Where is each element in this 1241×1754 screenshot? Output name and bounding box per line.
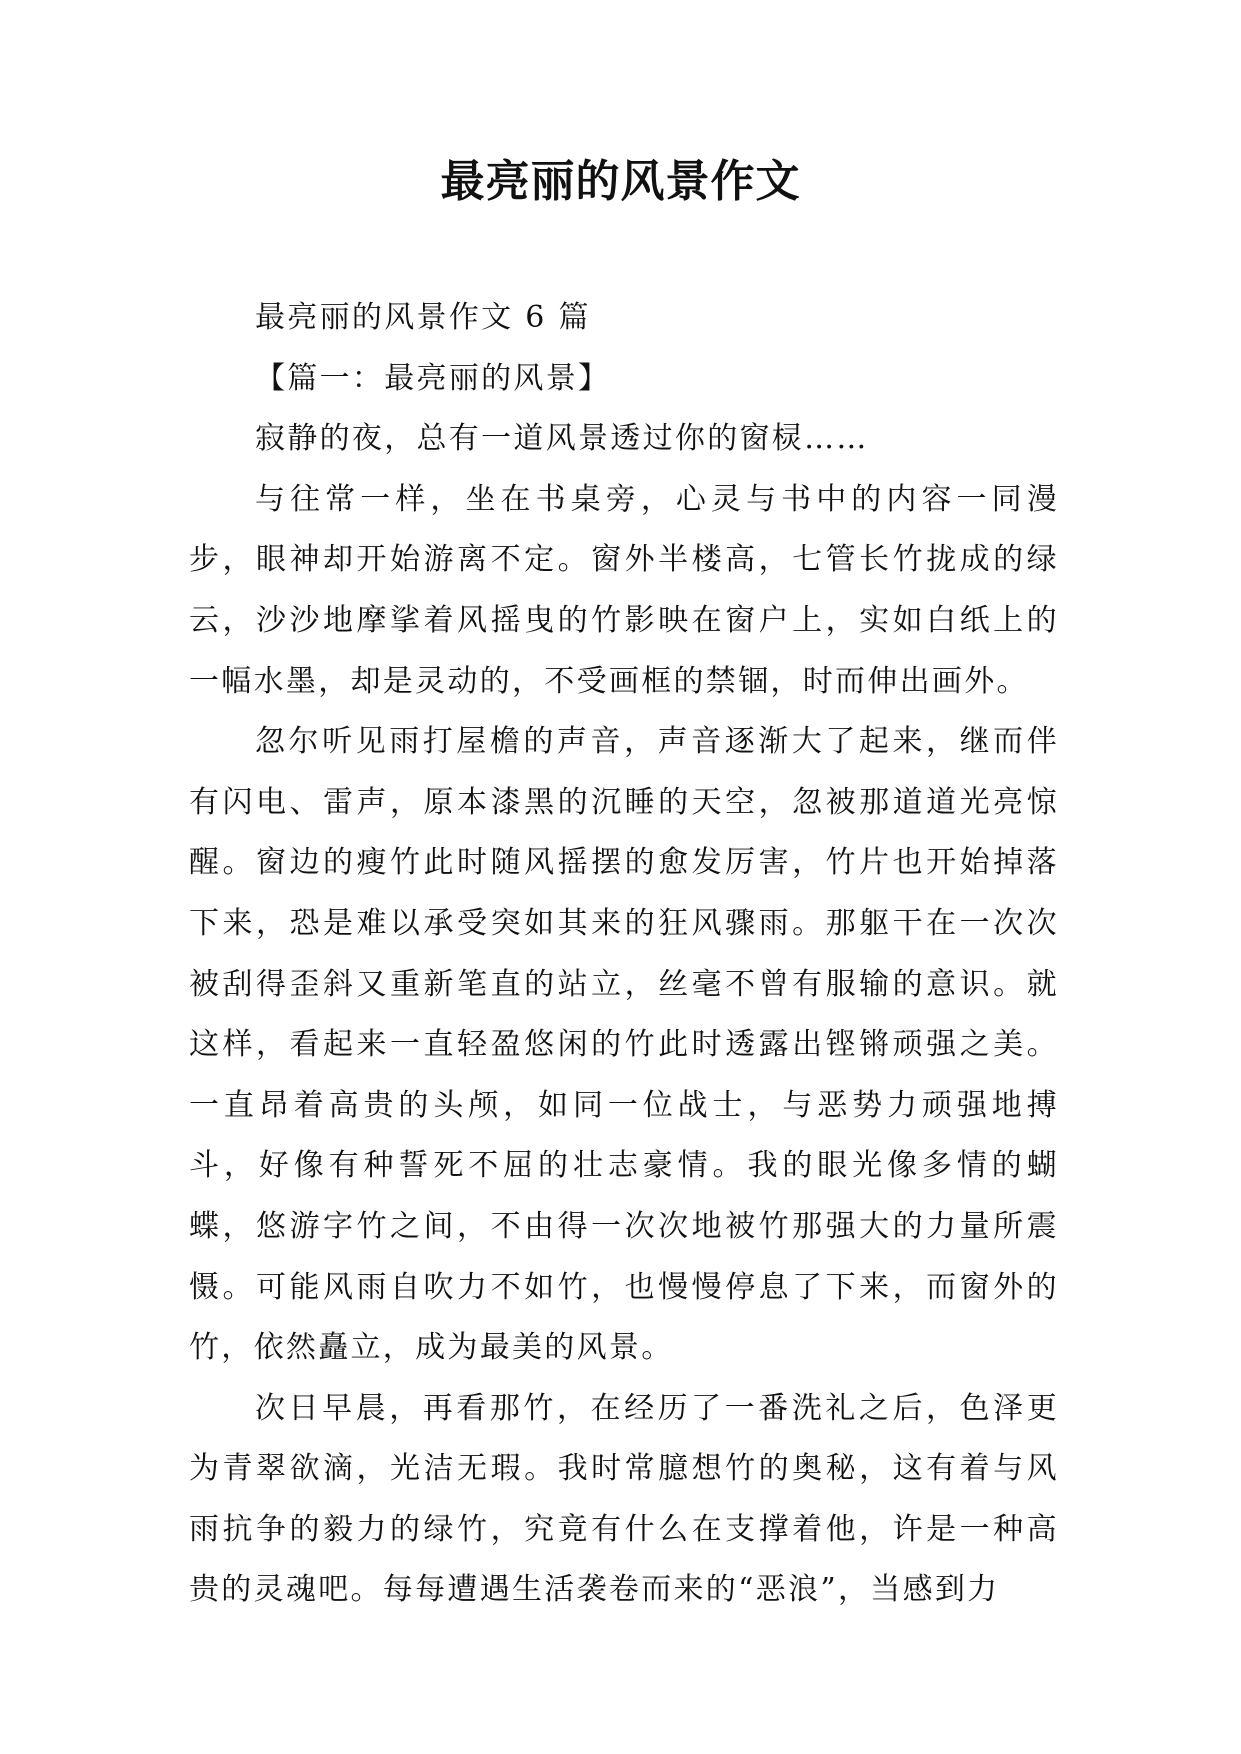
document-title: 最亮丽的风景作文 (440, 156, 801, 207)
subtitle-paragraph: 最亮丽的风景作文 6 篇 (255, 300, 591, 335)
body-paragraph: 次日早晨，再看那竹，在经历了一番洗礼之后，色泽更为青翠欲滴，光洁无瑕。我时常臆想竹的奥秘，这有着与风雨抗争的毅力的绿竹，究竟有什么在支撑着他，许是一种高贵的灵魂吧。每每遭遇生活袭卷而来的“恶浪”，当感到力 (189, 1390, 1059, 1608)
body-paragraph: 寂静的夜，总有一道风景透过你的窗棂…… (255, 421, 869, 457)
document-body (189, 288, 1059, 1621)
body-paragraph: 忽尔听见雨打屋檐的声音，声音逐渐大了起来，继而伴有闪电、雷声，原本漆黑的沉睡的天空，忽被那道道光亮惊醒。窗边的瘦竹此时随风摇摆的愈发厉害，竹片也开始掉落下来，恐是难以承受突如其来的狂风骤雨。那躯干在一次次被刮得歪斜又重新笔直的站立，丝毫不曾有服输的意识。就这样，看起来一直轻盈悠闲的竹此时透露出铿锵顽强之美。一直昂着高贵的头颅，如同一位战士，与恶势力顽强地搏斗，好像有种誓死不屈的壮志豪情。我的眼光像多情的蝴蝶，悠游字竹之间，不由得一次次地被竹那强大的力量所震慑。可能风雨自吹力不如竹，也慢慢停息了下来，而窗外的竹，依然矗立，成为最美的风景。 (189, 724, 1059, 1366)
section-heading: 【篇一：最亮丽的风景】 (255, 360, 611, 396)
body-paragraph: 与往常一样，坐在书桌旁，心灵与书中的内容一同漫步，眼神却开始游离不定。窗外半楼高，七管长竹拢成的绿云，沙沙地摩挲着风摇曳的竹影映在窗户上，实如白纸上的一幅水墨，却是灵动的，不受画框的禁锢，时而伸出画外。 (189, 481, 1059, 699)
